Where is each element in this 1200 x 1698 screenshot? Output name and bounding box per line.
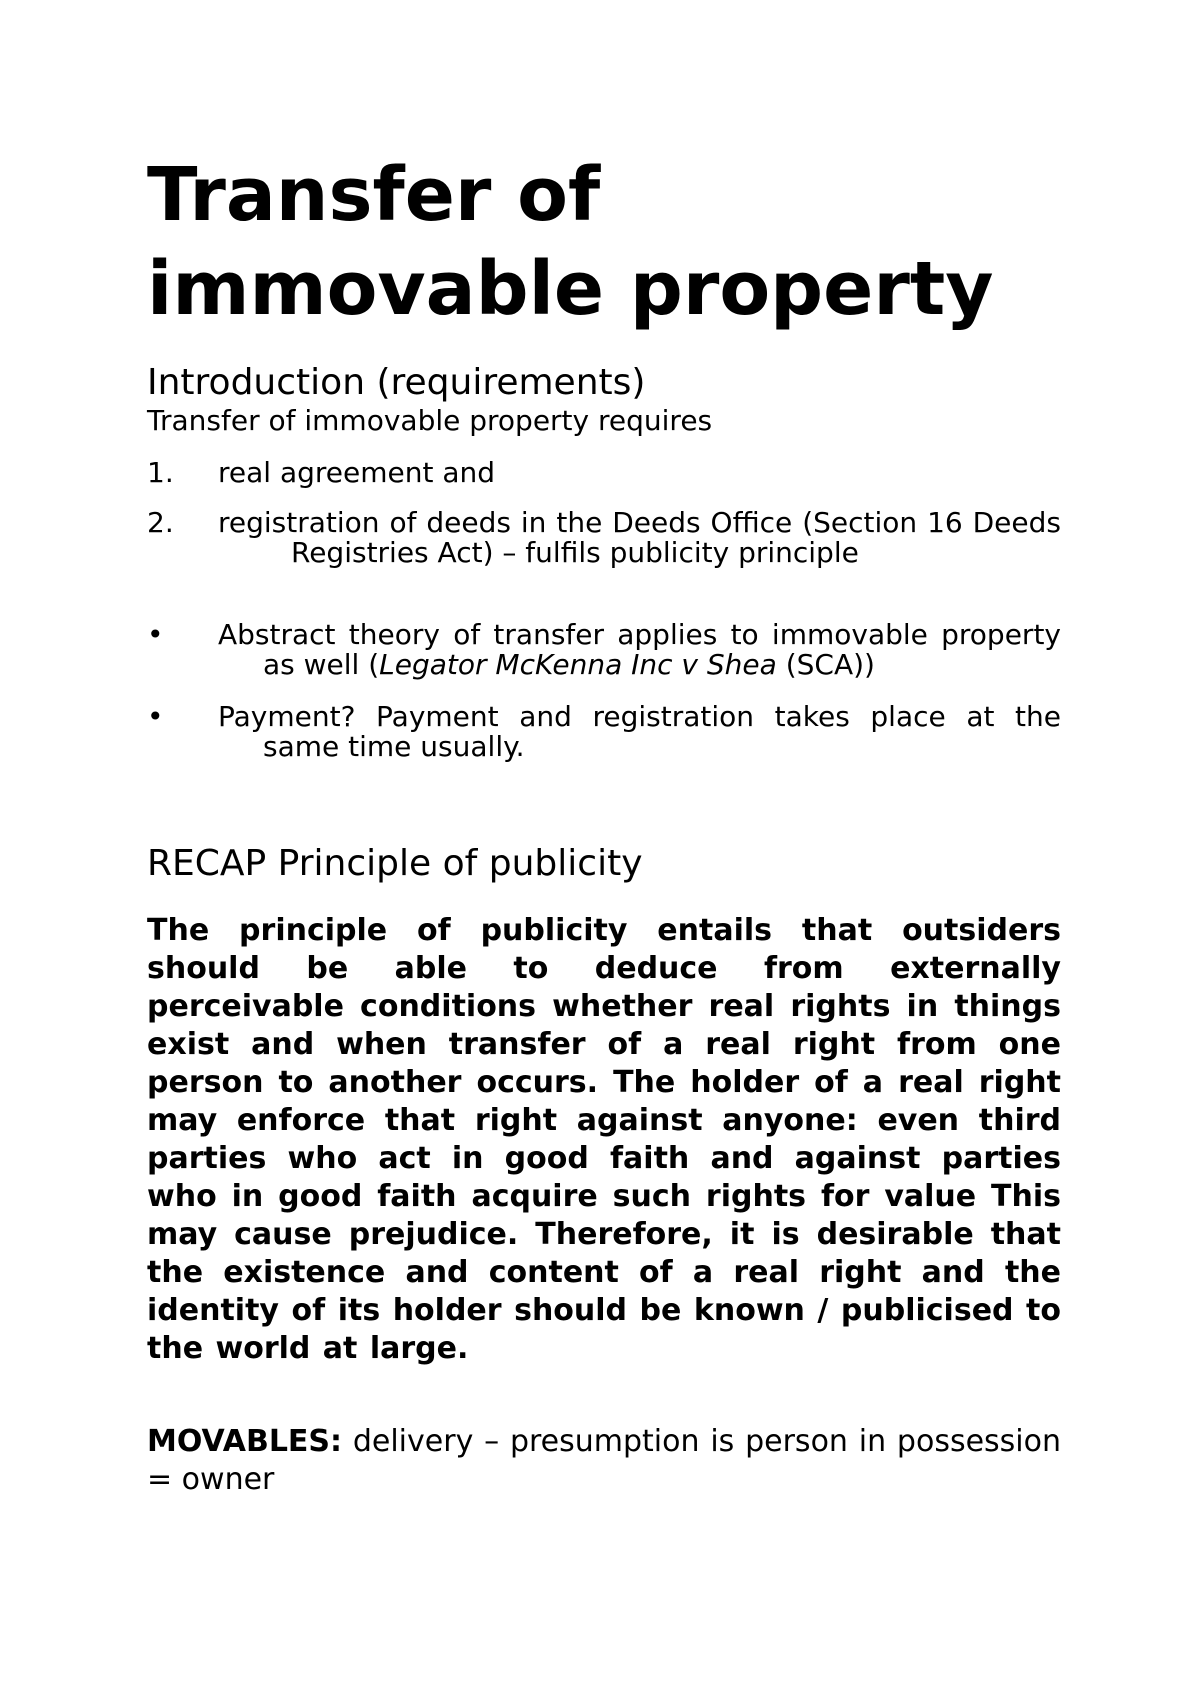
bullet-text-after: (SCA)) — [776, 648, 875, 681]
bullet-item-text: Payment? Payment and registration takes place at the same time usually. — [218, 700, 1061, 763]
requirements-list — [147, 458, 1061, 568]
list-item-text: real agreement and — [218, 456, 496, 489]
bullet-icon: • — [147, 618, 164, 651]
recap-heading: RECAP Principle of publicity — [147, 843, 643, 884]
introduction-heading: Introduction (requirements) — [147, 362, 646, 403]
list-number: 1. — [147, 456, 174, 489]
bullet-text-before: Abstract theory of transfer applies to immovable property as well ( — [218, 618, 1061, 681]
movables-label: MOVABLES: — [147, 1424, 343, 1459]
introduction-text: Transfer of immovable property requires — [147, 404, 713, 437]
movables-paragraph — [147, 1423, 1061, 1499]
list-item — [147, 508, 1061, 568]
notes-bullet-list — [147, 620, 1061, 762]
list-item-text: registration of deeds in the Deeds Office (Section 16 Deeds Registries Act) – fulfils publicity principle — [218, 506, 1061, 569]
list-item — [147, 458, 1061, 488]
bullet-item-text — [218, 620, 1061, 680]
document-title — [147, 148, 993, 336]
bullet-icon: • — [147, 700, 164, 733]
bullet-item — [147, 702, 1061, 762]
bullet-item — [147, 620, 1061, 680]
title-line-2: immovable property — [147, 246, 994, 332]
recap-paragraph: The principle of publicity entails that outsiders should be able to deduce from externally perceivable conditions whether real rights in things exist and when transfer of a real right from one person to another occurs. The holder of a real right may enforce that right against anyone: even third parties who act in good faith and against parties who in good faith acquire such rights for value This may cause prejudice. Therefore, it is desirable that the existence and content of a real right and the identity of its holder should be known / publicised to the world at large. — [147, 913, 1061, 1366]
case-name: Legator McKenna Inc v Shea — [379, 648, 777, 681]
title-line-1: Transfer of — [147, 152, 601, 238]
list-number: 2. — [147, 506, 174, 539]
movables-text: delivery – presumption is person in possession = owner — [147, 1424, 1061, 1497]
